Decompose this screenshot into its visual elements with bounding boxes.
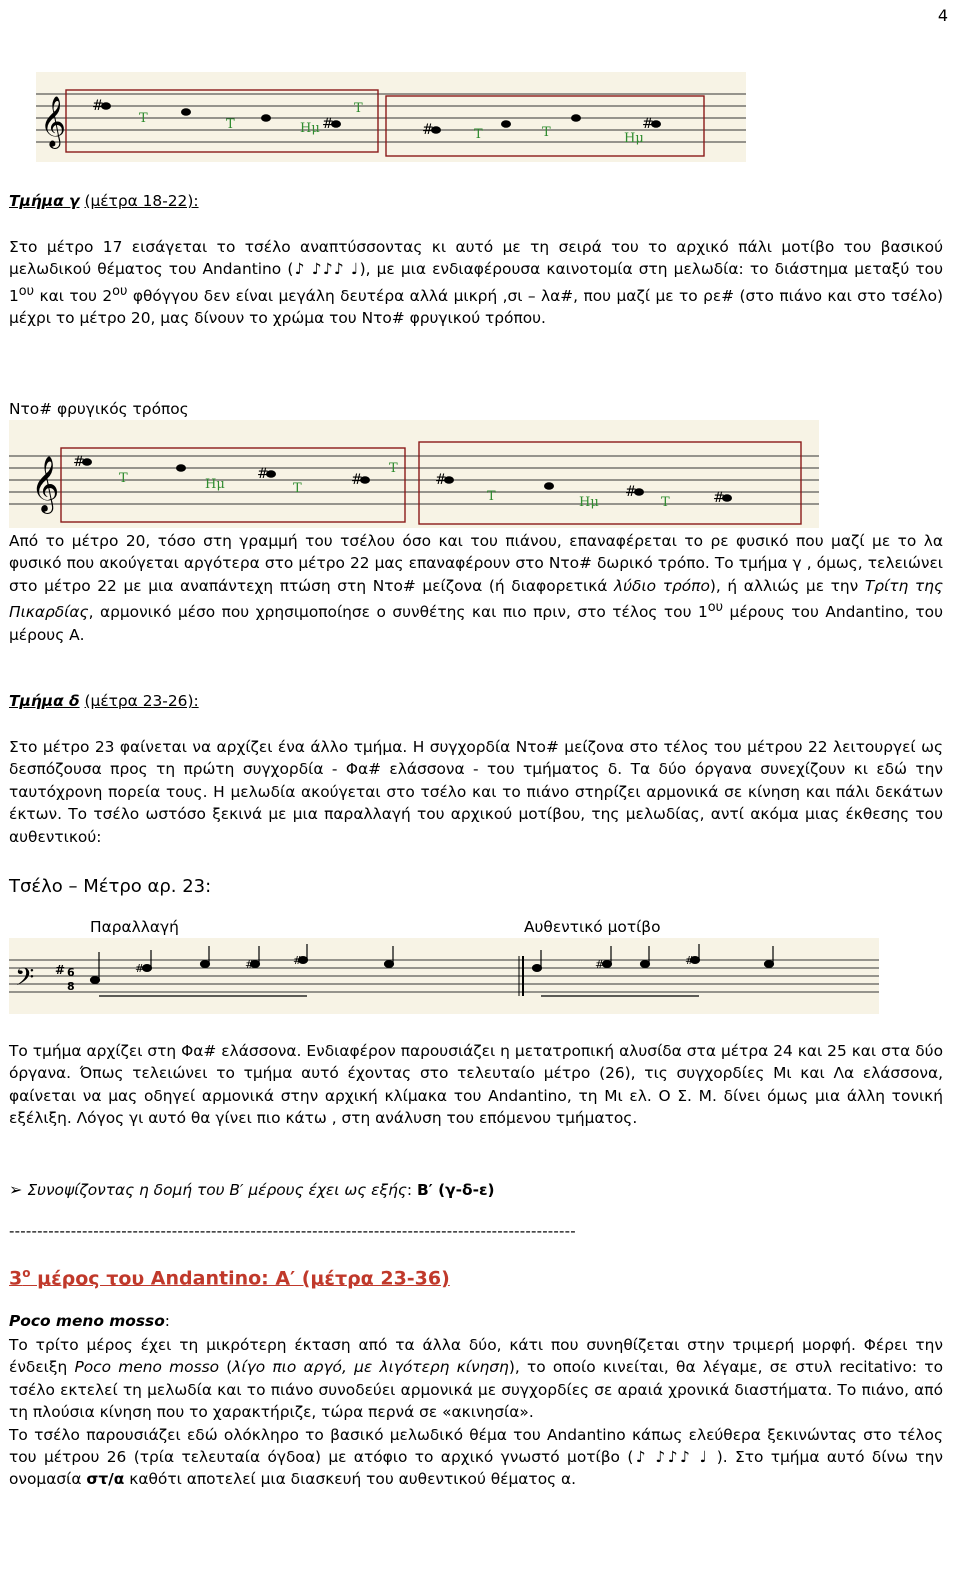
text: ), το οποίο κινείται, θα λέγαμε, σε στυλ recitativo: το τσέλο εκτελεί τη μελωδία και το πιάνο συνοδεύει αρμονικά με συγχορδίες σε αραιά χρονικά διαστήματα. Το πιάνο, από τη πλούσια κίνηση που το χαρακτήριζε, τώρα περνά σε «ακινησία». — [9, 1358, 943, 1422]
text: λίγο πιο αργό, με λιγότερη κίνηση — [232, 1358, 509, 1377]
section-g-title: Τμήμα γ — [9, 192, 80, 210]
motif-notes-icon: ♪ ♪♪♪ ♩ — [293, 260, 360, 279]
summary-italic: Συνοψίζοντας η δομή του Β′ μέρους έχει ως εξής — [27, 1181, 407, 1199]
svg-text:Τ: Τ — [293, 481, 302, 496]
svg-text:#: # — [245, 958, 255, 971]
section-g-heading — [9, 192, 199, 210]
svg-text:#: # — [257, 466, 269, 482]
text: Τρίτη της Πικαρδίας — [9, 576, 943, 622]
motif-notes-icon: ♪ ♪♪♪ ♩ — [633, 1448, 710, 1467]
svg-text:#: # — [713, 490, 725, 506]
svg-text:Ημ: Ημ — [300, 121, 320, 136]
part3-paragraph — [9, 1334, 943, 1491]
treble-clef-icon: 𝄞 — [31, 456, 60, 512]
svg-text:Ημ: Ημ — [579, 495, 599, 510]
part3-title — [9, 1266, 450, 1289]
phrygian-label: Ντο# φρυγικός τρόπος — [9, 400, 189, 418]
section-d-range: (μέτρα 23-26): — [84, 692, 199, 710]
svg-text:Τ: Τ — [542, 125, 551, 140]
text: Το τρίτο μέρος έχει τη μικρότερη έκταση από τα άλλα δύο, κάτι που συνηθίζεται στην τριμερή μορφή. Φέρει την ένδειξη — [9, 1336, 943, 1377]
scale-staff-1 — [36, 72, 746, 162]
variation-label: Παραλλαγή — [90, 918, 179, 936]
bass-clef-icon: 𝄢 — [15, 963, 35, 998]
text: Από το μέτρο 20, τόσο στη γραμμή του τσέλου όσο και του πιάνου, επαναφέρεται το ρε φυσικό που μαζί με το λα φυσικό που ακούγεται αργότερα στο μέτρο 22 μας επαναφέρουν στο Ντο# δωρικό τρόπο. Το τμήμα γ , όμως, τελειώνει στο μέτρο 22 με μια αναπάντεχη πτώση στη Ντο# μείζονα (ή διαφορετικά — [9, 532, 943, 595]
sup: ου — [18, 283, 35, 299]
summary-line: ➢ Συνοψίζοντας η δομή του Β′ μέρους έχει ως εξής: Β′ (γ-δ-ε) — [9, 1180, 495, 1199]
section-d-paragraph-2: Το τμήμα αρχίζει στη Φα# ελάσσονα. Ενδιαφέρον παρουσιάζει η μετατροπική αλυσίδα στα μέτρα 24 και 25 και στα δύο όργανα. Όπως τελειώνει το τμήμα αυτό έχοντας στο τελευταίο μέτρο (26), τις συγχορδίες Μι και Λα ελάσσονα, φαίνεται να μας οδηγεί αρμονικά στην αρχική κλίμακα του Andantino, τη Μι ελ. Ο Σ. Μ. δίνει όμως μια άλλη τονική εξέλιξη. Λόγος γι αυτό θα γίνει πιο κάτω , στη ανάλυση του επόμενου τμήματος. — [9, 1042, 943, 1128]
cello-label: Τσέλο – Μέτρο αρ. 23: — [9, 876, 212, 897]
authentic-label: Αυθεντικό μοτίβο — [524, 918, 661, 936]
svg-text:Τ: Τ — [389, 461, 398, 476]
text: Στο μέτρο 17 εισάγεται το τσέλο αναπτύσσοντας κι αυτό με τη σειρά του το αρχικό πάλι μοτίβο του βασικού μελωδικού θέματος του Andantino ( — [9, 238, 943, 279]
text: 3 — [9, 1267, 23, 1290]
text: φθόγγου δεν είναι μεγάλη δευτέρα αλλά μικρή ,σι – λα#, που μαζί με το ρε# (στο πιάνο και στο τσέλο) μέχρι το μέτρο 20, μας δίνουν το χρώμα του Ντο# φρυγικού τρόπου. — [9, 286, 943, 328]
text: ), με μια ενδιαφέρουσα καινοτομία στη μελωδία: το διάστημα μεταξύ του 1 — [9, 260, 943, 305]
sup: ο — [22, 1266, 31, 1280]
svg-text:#: # — [685, 954, 695, 967]
svg-text:#: # — [322, 116, 334, 132]
svg-text:#: # — [293, 954, 303, 967]
section-g-paragraph-2 — [9, 530, 943, 646]
section-d-paragraph-1: Στο μέτρο 23 φαίνεται να αρχίζει ένα άλλο τμήμα. Η συγχορδία Ντο# μείζονα στο τέλος του μέτρου 22 λειτουργεί ως δεσπόζουσα προς τη πρώτη συγχορδία - Φα# ελάσσονα - του τμήματος δ. Τα δύο όργανα συνεχίζουν κι εδώ την ταυτόχρονη πορεία τους. Η μελωδία ακούγεται στο τσέλο και το πιάνο στηρίζει αρμονικά σε κίνηση και πάλι δεκάτων έκτων. Το τσέλο ωστόσο ξεκινά με μια παραλλαγή του αρχικού μοτίβου, της μελωδίας, αντί ακόμα μιας έκθεσης του αυθεντικού: — [9, 738, 943, 846]
tempo-label: Poco meno mosso — [9, 1312, 165, 1330]
svg-text:#: # — [595, 958, 605, 971]
tempo-heading: Poco meno mosso: — [9, 1312, 170, 1330]
svg-text:Τ: Τ — [354, 101, 363, 116]
svg-text:#: # — [435, 472, 447, 488]
section-d-title: Τμήμα δ — [9, 692, 80, 710]
svg-text:#: # — [625, 484, 637, 500]
text: στ/α — [86, 1470, 125, 1489]
svg-text:Ημ: Ημ — [624, 131, 644, 146]
svg-text:Τ: Τ — [119, 471, 128, 486]
text: ). Στο τμήμα αυτό δίνω την ονομασία — [9, 1448, 943, 1489]
svg-text:#: # — [642, 116, 654, 132]
text: ), ή αλλιώς με την — [709, 576, 865, 595]
cello-staff — [9, 938, 879, 1014]
svg-text:Τ: Τ — [474, 127, 483, 142]
svg-text:#: # — [92, 98, 104, 114]
text: Poco meno mosso — [74, 1358, 220, 1377]
treble-clef-icon: 𝄞 — [40, 96, 67, 147]
svg-text:#: # — [351, 472, 363, 488]
svg-text:#: # — [73, 454, 85, 470]
summary-bold: Β′ (γ-δ-ε) — [416, 1181, 495, 1199]
sup: ου — [112, 283, 128, 299]
svg-text:#: # — [135, 962, 145, 975]
text: Το τσέλο παρουσιάζει εδώ ολόκληρο το βασικό μελωδικό θέμα του Andantino κάπως ελεύθερα ξεκινώντας στο τέλος του μέτρου 26 (τρία τελευταία όγδοα) με ατόφιο το αρχικό γνωστό μοτίβο ( — [9, 1425, 943, 1467]
svg-text:#: # — [55, 963, 66, 977]
page-number: 4 — [937, 6, 948, 25]
svg-text:Τ: Τ — [139, 111, 148, 126]
section-g-paragraph-1 — [9, 236, 943, 330]
text: καθότι αποτελεί μια διασκευή του αυθεντικού θέματος α. — [124, 1470, 577, 1489]
svg-text:6: 6 — [67, 966, 75, 979]
svg-text:8: 8 — [67, 980, 75, 993]
section-d-heading — [9, 692, 199, 710]
text: μέρους του Andantino, του μέρους Α. — [9, 603, 944, 644]
text: , αρμονικό μέσο που χρησιμοποίησε ο συνθέτης και πιο πριν, στο τέλος του 1 — [88, 603, 708, 622]
text: μέρος του Andantino: Α′ (μέτρα 23-36) — [30, 1267, 450, 1290]
text: και του 2 — [34, 286, 113, 305]
text: ( — [219, 1358, 233, 1377]
svg-text:#: # — [422, 122, 434, 138]
arrow-bullet-icon: ➢ — [9, 1180, 23, 1199]
phrygian-scale-staff — [9, 420, 819, 528]
svg-text:Τ: Τ — [661, 495, 670, 510]
svg-text:Τ: Τ — [226, 117, 235, 132]
section-g-range: (μέτρα 18-22): — [84, 192, 199, 210]
text: λύδιο τρόπο — [614, 576, 710, 595]
sup: ου — [707, 600, 724, 616]
svg-text:Ημ: Ημ — [205, 477, 225, 492]
separator: ----------------------------------------------------------------------------------------------------- — [9, 1222, 576, 1240]
svg-text:Τ: Τ — [487, 489, 496, 504]
